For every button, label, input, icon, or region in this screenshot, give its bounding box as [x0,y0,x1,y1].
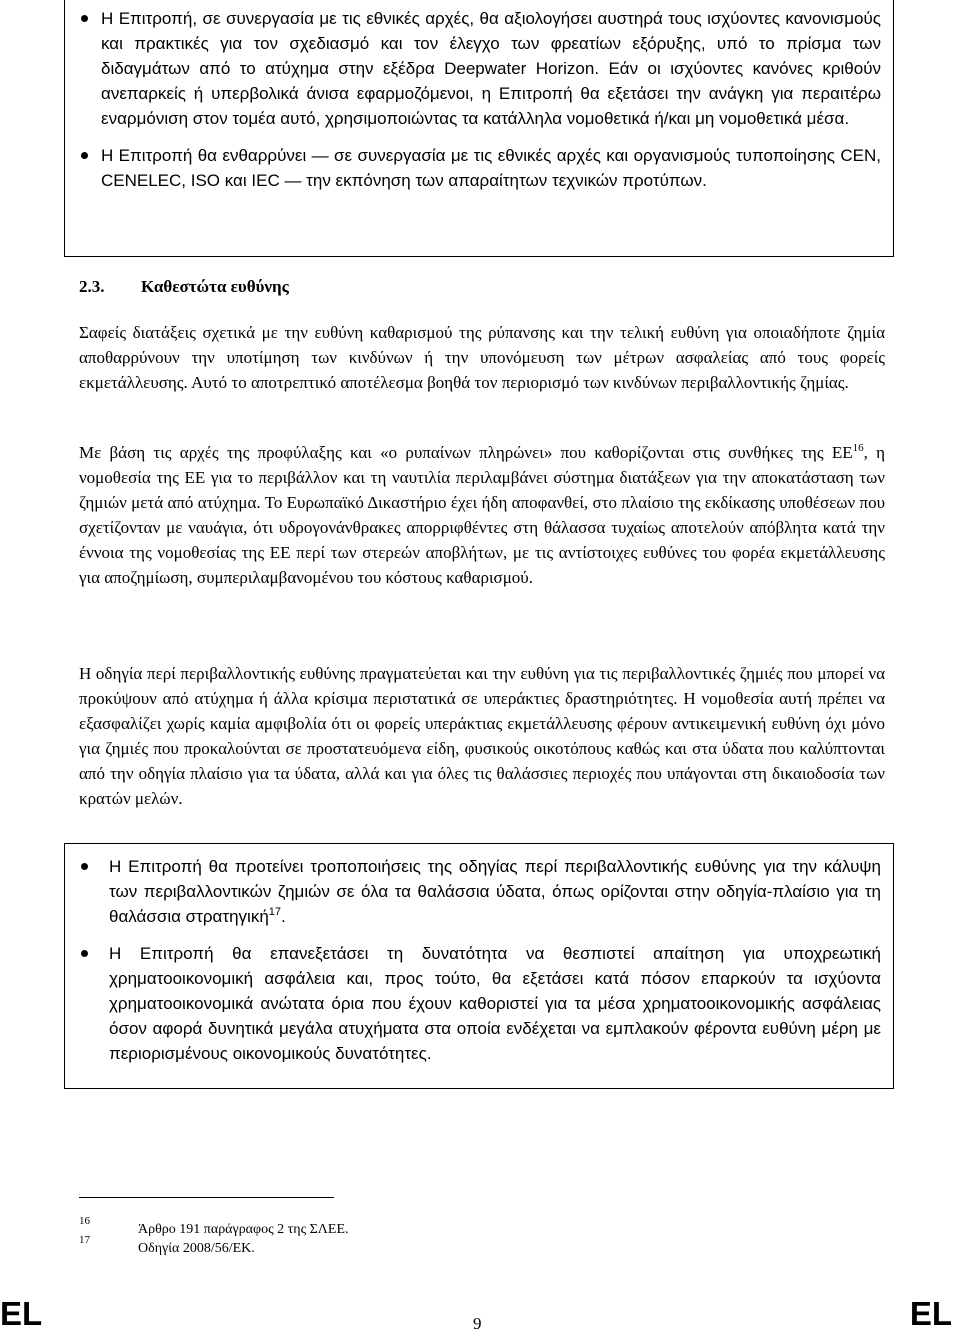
paragraph [79,440,885,590]
bullet-text: . [281,907,286,926]
paragraph: Σαφείς διατάξεις σχετικά με την ευθύνη καθαρισμού της ρύπανσης και την τελική ευθύνη για οποιαδήποτε ζημία αποθαρρύνουν την υποτίμηση των κινδύνων ή την υπονόμευση των μέτρων ασφαλείας από τους φορείς εκμετάλλευσης. Αυτό το αποτρεπτικό αποτέλεσμα βοηθά τον περιορισμό των κινδύνων περιβαλλοντικής ζημίας. [79,323,885,392]
bullet-item: Η Επιτροπή θα επανεξετάσει τη δυνατότητα να θεσπιστεί απαίτηση για υποχρεωτική χρηματοοικονομική ασφάλεια και, προς τούτο, θα εξετάσει κατά πόσον επαρκούν τα ισχύοντα χρηματοοικονομικά ανώτατα όρια που έχουν καθοριστεί για τα μέσα χρηματοοικονομικής ασφάλειας όσον αφορά δυνητικά μεγάλα ατυχήματα στα οποία ενδέχεται να εμπλακούν φέροντα ευθύνη μέρη με περιορισμένους οικονομικούς δυνατότητες. [78,941,881,1066]
bullet-item [78,854,881,929]
bullet-item: Η Επιτροπή, σε συνεργασία με τις εθνικές αρχές, θα αξιολογήσει αυστηρά τους ισχύοντες κανονισμούς και πρακτικές για τον σχεδιασμό και τον έλεγχο των φρεατίων εξόρυξης, υπό το πρίσμα των διδαγμάτων από το ατύχημα στην εξέδρα Deepwater Horizon. Εάν οι ισχύοντες κανόνες κριθούν ανεπαρκείς ή υπερβολικά άνισα εφαρμοζόμενοι, η Επιτροπή θα εξετάσει την ανάγκη για περαιτέρω εναρμόνιση στον τομέα αυτό, χρησιμοποιώντας τα κατάλληλα νομοθετικά ή/και μη νομοθετικά μέσα. [78,6,881,131]
section-title: Καθεστώτα ευθύνης [141,277,289,296]
paragraph-text: Με βάση τις αρχές της προφύλαξης και «ο ρυπαίνων πληρώνει» που καθορίζονται στις συνθήκες της ΕΕ [79,443,853,462]
footer-language-left: EL [0,1295,43,1332]
section-heading [79,277,289,297]
footnote-ref[interactable]: 17 [268,906,282,918]
action-box-bottom [64,843,894,1089]
action-box-top [64,0,894,257]
footnote-mark: 17 [79,1234,90,1246]
footnote-separator [79,1197,334,1198]
footnote-text: Άρθρο 191 παράγραφος 2 της ΣΛΕΕ. [138,1222,349,1237]
paragraph-text: , η νομοθεσία της ΕΕ για το περιβάλλον και τη ναυτιλία περιλαμβάνει σύστημα διατάξεων για την αποκατάσταση των ζημιών μετά από ατύχημα. Το Ευρωπαϊκό Δικαστήριο έχει ήδη αποφανθεί, στο πλαίσιο της εκδίκασης υποθέσεων που σχετίζονταν με ναυάγια, ότι υδρογονάνθρακες απορριφθέντες στη θάλασσα τυχαίως αποτελούν απόβλητα κατά την έννοια της νομοθεσίας της ΕΕ περί των στερεών αποβλήτων, με τις αντίστοιχες ευθύνες του φορέα εκμετάλλευσης για αποζημίωση, συμπεριλαμβανομένου του κόστους καθαρισμού. [79,443,885,587]
footnote-ref[interactable]: 16 [852,442,864,454]
section-number: 2.3. [79,277,105,296]
footnote-text: Οδηγία 2008/56/ΕΚ. [138,1241,255,1256]
bullet-item: Η Επιτροπή θα ενθαρρύνει — σε συνεργασία με τις εθνικές αρχές και οργανισμούς τυποποίησης CEN, CENELEC, ISO και IEC — την εκπόνηση των απαραίτητων τεχνικών προτύπων. [78,143,881,193]
page-number: 9 [473,1314,482,1333]
footer-language-right: EL [909,1295,952,1332]
footnote-mark: 16 [79,1215,90,1227]
bullet-text: Η Επιτροπή θα προτείνει τροποποιήσεις της οδηγίας περί περιβαλλοντικής ευθύνης για την κάλυψη των περιβαλλοντικών ζημιών σε όλα τα θαλάσσια ύδατα, όπως ορίζονται στην οδηγία-πλαίσιο για τη θαλάσσια στρατηγική [109,857,881,926]
paragraph: Η οδηγία περί περιβαλλοντικής ευθύνης πραγματεύεται και την ευθύνη για τις περιβαλλοντικές ζημιές που μπορεί να προκύψουν από ατύχημα ή άλλα κρίσιμα περιστατικά σε υπεράκτιες δραστηριότητες. Η νομοθεσία αυτή πρέπει να εξασφαλίζει χωρίς καμία αμφιβολία ότι οι φορείς υπεράκτιας εκμετάλλευσης φέρουν αντικειμενική ευθύνη όχι μόνο για ζημιές που προκαλούνται σε προστατευόμενα είδη, φυσικούς οικοτόπους καθώς και στα ύδατα που καλύπτονται από την οδηγία πλαίσιο για τα ύδατα, αλλά και για όλες τις θαλάσσιες περιοχές που υπάγονται στη δικαιοδοσία των κρατών μελών. [79,664,885,808]
